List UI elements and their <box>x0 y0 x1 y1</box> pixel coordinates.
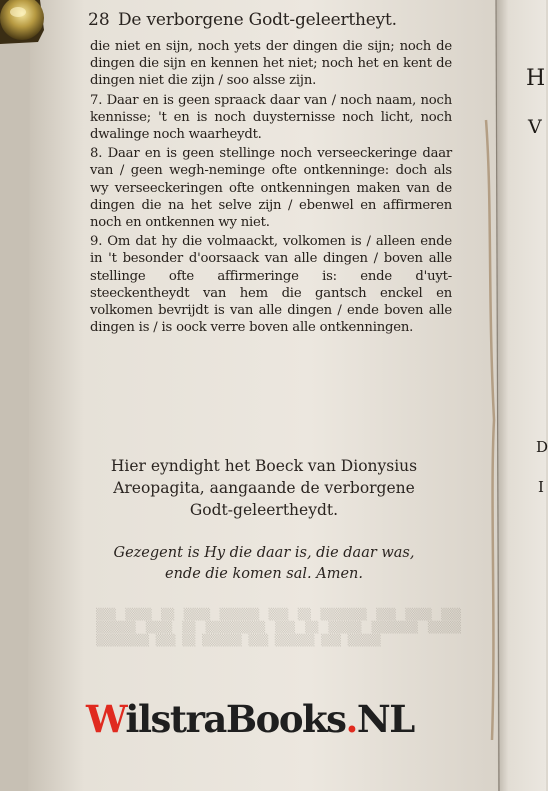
paragraph-7: 7. Daar en is geen spraack daar van / noch naam, noch kennisse; 't en is noch duysternisse noch licht, noch dwalinge noch waarheydt. <box>90 92 452 143</box>
watermark-suffix: NL <box>356 697 414 741</box>
right-page-letter: D <box>536 438 548 456</box>
colophon-line: Godt-geleertheydt. <box>189 501 339 519</box>
right-page-letter: V <box>528 116 542 138</box>
paragraph-continued: die niet en sijn, noch yets der dingen die sijn; noch de dingen die sijn en kennen het niet; noch het en kent de dingen niet die zijn / soo alsse zijn. <box>90 39 452 89</box>
blessing <box>84 543 444 585</box>
body-text <box>90 38 452 338</box>
page-header <box>88 10 488 34</box>
colophon <box>84 455 444 521</box>
running-title: De verborgene Godt-geleertheyt. <box>118 10 397 30</box>
show-through-text: ▒▒▒ ▒▒▒▒ ▒▒ ▒▒▒▒ ▒▒▒▒▒▒ ▒▒▒ ▒▒ ▒▒▒▒▒▒▒ ▒▒▒ ▒▒▒▒ ▒▒▒ ▒▒▒▒▒▒ ▒▒▒▒ ▒▒ ▒▒▒▒▒▒▒▒▒ ▒▒▒ ▒▒ ▒▒▒▒▒ ▒▒▒▒▒▒▒ ▒▒▒▒▒ ▒▒▒▒▒▒▒▒ ▒▒▒ ▒▒ ▒▒▒▒▒▒ ▒▒▒ ▒▒▒▒▒▒ ▒▒▒ ▒▒▒▒▒ <box>96 608 461 647</box>
colophon-line: Hier eyndight het Boeck van Dionysius <box>110 457 418 475</box>
paragraph-8: 8. Daar en is geen stellinge noch verseeckeringe daar van / geen wegh-neminge ofte ontkenninge: doch als wy verseeckeringen ofte ontkenningen maken van de dingen die na het selve zijn / ebenwel en affirmeren noch en ontkennen wy niet. <box>90 146 452 231</box>
blessing-line: ende die komen sal. Amen. <box>165 566 363 582</box>
wilstrabooks-watermark <box>86 697 414 747</box>
watermark-middle: ilstraBooks <box>125 697 346 741</box>
watermark-dot: . <box>345 697 357 741</box>
paragraph-9: 9. Om dat hy die volmaackt, volkomen is / alleen ende in 't besonder d'oorsaack van alle dingen / boven alle stellinge ofte affirmeringe is: ende d'uyt-steeckentheydt van hem die gantsch enckel en volkomen bevrijdt is van alle dingen / ende boven alle dingen is / is oock verre boven alle ontkenningen. <box>90 234 452 336</box>
watermark-first-letter: W <box>86 697 126 741</box>
colophon-line: Areopagita, aangaande de verborgene <box>113 479 415 497</box>
blessing-line: Gezegent is Hy die daar is, die daar was, <box>113 545 415 561</box>
right-page-letter: H <box>526 66 546 91</box>
right-page-letter: I <box>538 478 544 496</box>
page-number: 28 <box>88 10 110 30</box>
